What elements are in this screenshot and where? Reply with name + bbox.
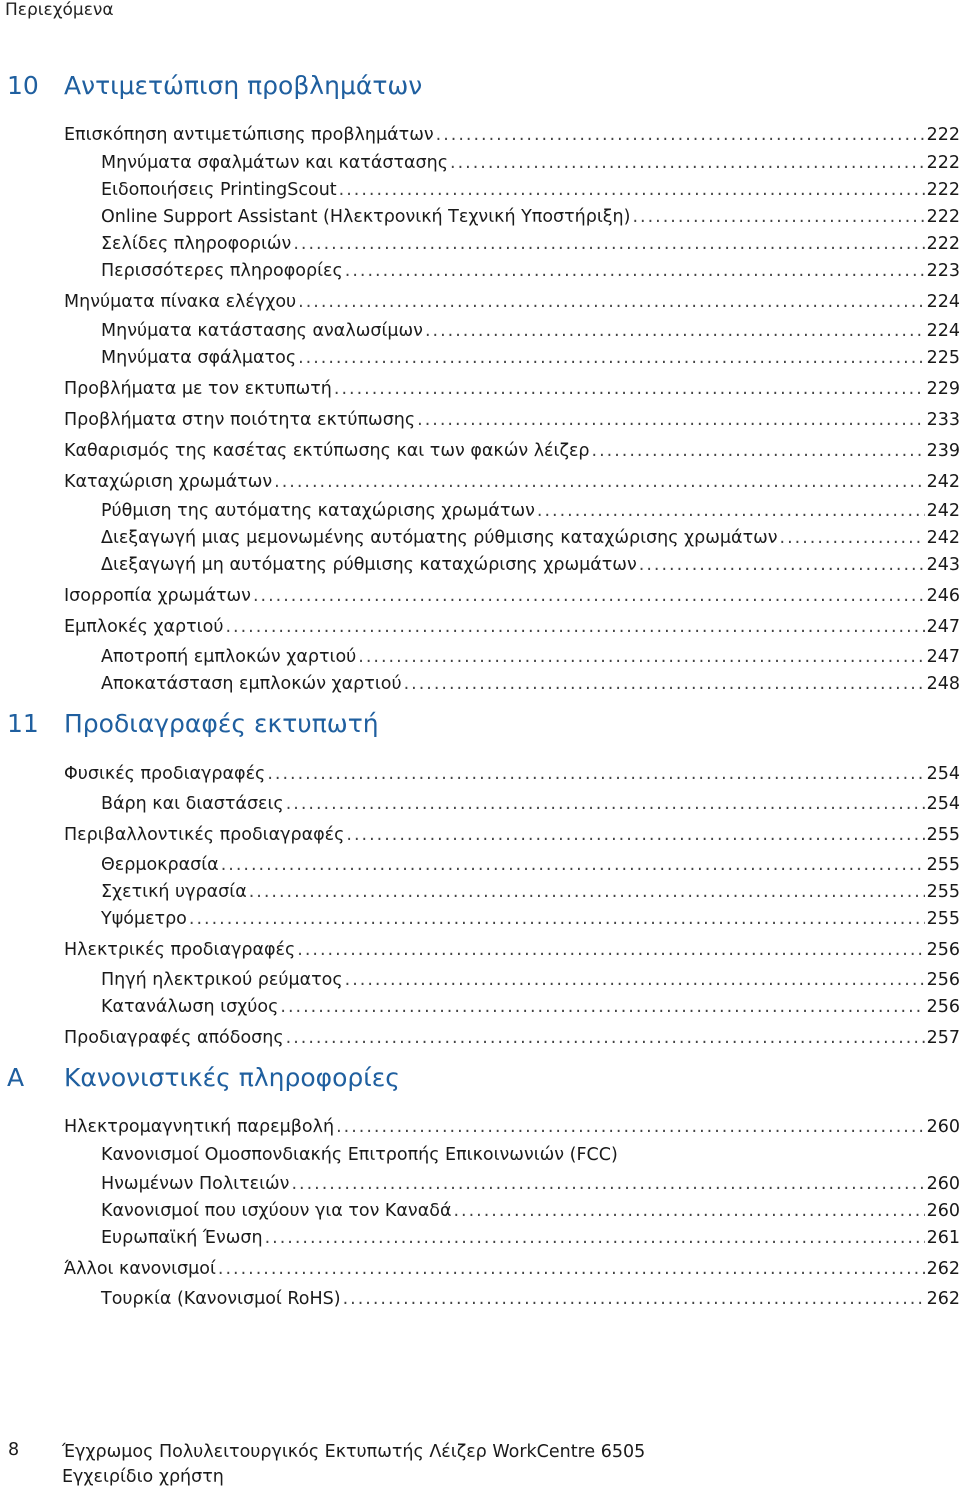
toc-entry[interactable] (64, 1254, 960, 1280)
toc-entry[interactable] (101, 229, 960, 255)
toc-entry-label: Αποκατάσταση εμπλοκών χαρτιού (101, 674, 402, 694)
toc-entry[interactable] (64, 612, 960, 638)
dot-leader (221, 854, 925, 876)
chapter-title: Αντιμετώπιση προβλημάτων (64, 71, 423, 100)
dot-leader (632, 206, 924, 228)
toc-entry[interactable] (64, 467, 960, 493)
dot-leader (291, 1173, 924, 1195)
toc-entry-page: 261 (926, 1228, 960, 1248)
chapter-heading[interactable] (0, 66, 960, 106)
toc-entry-page: 256 (926, 997, 960, 1017)
toc-entry-label: Προδιαγραφές απόδοσης (64, 1028, 284, 1048)
dot-leader (225, 616, 924, 638)
dot-leader (249, 881, 925, 903)
dot-leader (274, 471, 924, 493)
toc-entry-label: Διεξαγωγή μιας μεμονωμένης αυτόματης ρύθμισης καταχώρισης χρωμάτων (101, 528, 778, 548)
toc-entry-page: 257 (926, 1028, 960, 1048)
dot-leader (346, 824, 924, 846)
toc-entry-page: 248 (926, 674, 960, 694)
toc-entry[interactable] (64, 759, 960, 785)
toc-entry-label: Μηνύματα σφαλμάτων και κατάστασης (101, 153, 448, 173)
toc-entry-label: Καταχώριση χρωμάτων (64, 472, 273, 492)
toc-entry-label: Online Support Assistant (Ηλεκτρονική Τεχνική Υποστήριξη) (101, 207, 631, 227)
dot-leader (253, 585, 925, 607)
chapter-title: Προδιαγραφές εκτυπωτή (64, 709, 379, 738)
toc-entry-label: Ρύθμιση της αυτόματης καταχώρισης χρωμάτων (101, 501, 535, 521)
dot-leader (639, 554, 925, 576)
dot-leader (298, 291, 924, 313)
toc-entry[interactable] (64, 436, 960, 462)
toc-entry-page: 242 (926, 472, 960, 492)
toc-entry-page: 247 (926, 617, 960, 637)
toc-entry-page: 222 (926, 234, 960, 254)
toc-entry-page: 260 (926, 1201, 960, 1221)
footer-guide-name: Εγχειρίδιο χρήστη (62, 1467, 224, 1487)
dot-leader (286, 1027, 925, 1049)
toc-entry-page: 255 (926, 825, 960, 845)
dot-leader (450, 152, 925, 174)
toc-entry-page: 255 (926, 855, 960, 875)
toc-entry[interactable] (101, 175, 960, 201)
toc-entry-label: Φυσικές προδιαγραφές (64, 764, 266, 784)
toc-entry-label: Ηλεκτρομαγνητική παρεμβολή (64, 1117, 335, 1137)
toc-entry[interactable] (101, 148, 960, 174)
toc-entry[interactable] (101, 877, 960, 903)
chapter-number: 10 (7, 71, 39, 100)
dot-leader (592, 440, 925, 462)
toc-entry[interactable] (64, 120, 960, 146)
toc-entry-label: Εμπλοκές χαρτιού (64, 617, 224, 637)
dot-leader (297, 939, 924, 961)
dot-leader (358, 646, 924, 668)
toc-entry-label: Πηγή ηλεκτρικού ρεύματος (101, 970, 343, 990)
dot-leader (453, 1200, 924, 1222)
toc-entry-page: 256 (926, 940, 960, 960)
dot-leader (293, 233, 924, 255)
toc-entry-label-line1[interactable]: Κανονισμοί Ομοσπονδιακής Επιτροπής Επικοινωνιών (FCC) (101, 1145, 618, 1165)
toc-entry[interactable] (101, 1169, 960, 1195)
toc-entry[interactable] (64, 405, 960, 431)
toc-entry[interactable] (64, 581, 960, 607)
toc-entry[interactable] (101, 202, 960, 228)
dot-leader (280, 996, 924, 1018)
toc-entry-page: 222 (926, 125, 960, 145)
toc-entry-page: 225 (926, 348, 960, 368)
toc-entry[interactable] (101, 496, 960, 522)
dot-leader (345, 969, 925, 991)
toc-entry-label: Διεξαγωγή μη αυτόματης ρύθμισης καταχώρισης χρωμάτων (101, 555, 637, 575)
toc-entry-label: Κατανάλωση ισχύος (101, 997, 279, 1017)
toc-entry-page: 243 (926, 555, 960, 575)
toc-entry-label: Προβλήματα με τον εκτυπωτή (64, 379, 332, 399)
dot-leader (417, 409, 924, 431)
toc-entry-label: Θερμοκρασία (101, 855, 219, 875)
toc-entry-label: Ηλεκτρικές προδιαγραφές (64, 940, 296, 960)
toc-entry-label: Μηνύματα κατάστασης αναλωσίμων (101, 321, 423, 341)
footer-document-title (62, 1440, 645, 1490)
toc-entry-page: 224 (926, 321, 960, 341)
toc-entry-page: 260 (926, 1117, 960, 1137)
dot-leader (336, 1116, 925, 1138)
toc-entry-label: Μηνύματα σφάλματος (101, 348, 297, 368)
toc-entry-page: 262 (926, 1259, 960, 1279)
toc-entry-label: Σελίδες πληροφοριών (101, 234, 292, 254)
dot-leader (267, 763, 924, 785)
dot-leader (345, 260, 925, 282)
toc-entry-label: Καθαρισμός της κασέτας εκτύπωσης και των φακών λέιζερ (64, 441, 590, 461)
dot-leader (404, 673, 925, 695)
toc-entry-label: Άλλοι κανονισμοί (64, 1259, 216, 1279)
toc-entry[interactable] (101, 523, 960, 549)
toc-entry-page: 246 (926, 586, 960, 606)
toc-entry-page: 254 (926, 794, 960, 814)
dot-leader (339, 179, 925, 201)
toc-entry[interactable] (101, 965, 960, 991)
toc-entry[interactable] (64, 287, 960, 313)
toc-entry-label: Σχετική υγρασία (101, 882, 247, 902)
dot-leader (343, 1288, 925, 1310)
toc-entry-page: 242 (926, 501, 960, 521)
toc-entry[interactable] (101, 316, 960, 342)
toc-entry-page: 223 (926, 261, 960, 281)
chapter-heading[interactable] (0, 704, 960, 744)
toc-entry-page: 255 (926, 882, 960, 902)
chapter-heading[interactable] (0, 1058, 960, 1098)
toc-entry-label: Τουρκία (Κανονισμοί RoHS) (101, 1289, 341, 1309)
toc-entry-label: Βάρη και διαστάσεις (101, 794, 284, 814)
toc-entry-page: 254 (926, 764, 960, 784)
toc-entry-label: Ηνωμένων Πολιτειών (101, 1174, 290, 1194)
toc-entry-page: 262 (926, 1289, 960, 1309)
toc-entry-page: 260 (926, 1174, 960, 1194)
toc-entry[interactable] (101, 992, 960, 1018)
toc-entry-label: Ειδοποιήσεις PrintingScout (101, 180, 337, 200)
toc-entry[interactable] (64, 935, 960, 961)
chapter-number: 11 (7, 709, 39, 738)
toc-entry-page: 222 (926, 153, 960, 173)
toc-entry-page: 256 (926, 970, 960, 990)
toc-entry[interactable] (64, 1023, 960, 1049)
toc-entry-page: 224 (926, 292, 960, 312)
dot-leader (265, 1227, 925, 1249)
toc-entry[interactable] (64, 1112, 960, 1138)
toc-entry-label: Μηνύματα πίνακα ελέγχου (64, 292, 297, 312)
toc-entry-label: Προβλήματα στην ποιότητα εκτύπωσης (64, 410, 416, 430)
toc-entry-page: 222 (926, 207, 960, 227)
toc-entry[interactable] (101, 1223, 960, 1249)
toc-entry-page: 247 (926, 647, 960, 667)
toc-entry-label: Περισσότερες πληροφορίες (101, 261, 343, 281)
toc-entry[interactable] (101, 789, 960, 815)
toc-entry-page: 229 (926, 379, 960, 399)
toc-entry-label: Ευρωπαϊκή Ένωση (101, 1228, 263, 1248)
dot-leader (537, 500, 925, 522)
dot-leader (436, 124, 925, 146)
toc-entry-page: 242 (926, 528, 960, 548)
toc-entry[interactable] (64, 820, 960, 846)
chapter-number: A (7, 1063, 25, 1092)
toc-entry[interactable] (101, 1284, 960, 1310)
toc-entry-label: Επισκόπηση αντιμετώπισης προβλημάτων (64, 125, 434, 145)
toc-entry-label: Υψόμετρο (101, 909, 187, 929)
toc-entry[interactable] (101, 642, 960, 668)
toc-entry-page: 239 (926, 441, 960, 461)
dot-leader (780, 527, 925, 549)
toc-entry[interactable] (101, 850, 960, 876)
dot-leader (334, 378, 925, 400)
toc-entry[interactable] (101, 904, 960, 930)
dot-leader (286, 793, 925, 815)
toc-entry-label: Αποτροπή εμπλοκών χαρτιού (101, 647, 357, 667)
dot-leader (218, 1258, 925, 1280)
chapter-title: Κανονιστικές πληροφορίες (64, 1063, 400, 1092)
toc-entry[interactable] (101, 1196, 960, 1222)
dot-leader (189, 908, 925, 930)
page-header-title: Περιεχόμενα (5, 0, 114, 20)
toc-entry-page: 233 (926, 410, 960, 430)
dot-leader (298, 347, 924, 369)
toc-entry-page: 255 (926, 909, 960, 929)
footer-page-number: 8 (8, 1440, 20, 1460)
toc-entry-label: Κανονισμοί που ισχύουν για τον Καναδά (101, 1201, 452, 1221)
toc-entry-page: 222 (926, 180, 960, 200)
toc-entry[interactable] (101, 669, 960, 695)
footer-product-name: Έγχρωμος Πολυλειτουργικός Εκτυπωτής Λέιζερ WorkCentre 6505 (62, 1442, 646, 1462)
toc-entry[interactable] (64, 374, 960, 400)
toc-entry[interactable] (101, 550, 960, 576)
dot-leader (425, 320, 925, 342)
toc-entry[interactable] (101, 256, 960, 282)
toc-entry-label: Ισορροπία χρωμάτων (64, 586, 251, 606)
toc-entry-label: Περιβαλλοντικές προδιαγραφές (64, 825, 345, 845)
toc-entry[interactable] (101, 343, 960, 369)
